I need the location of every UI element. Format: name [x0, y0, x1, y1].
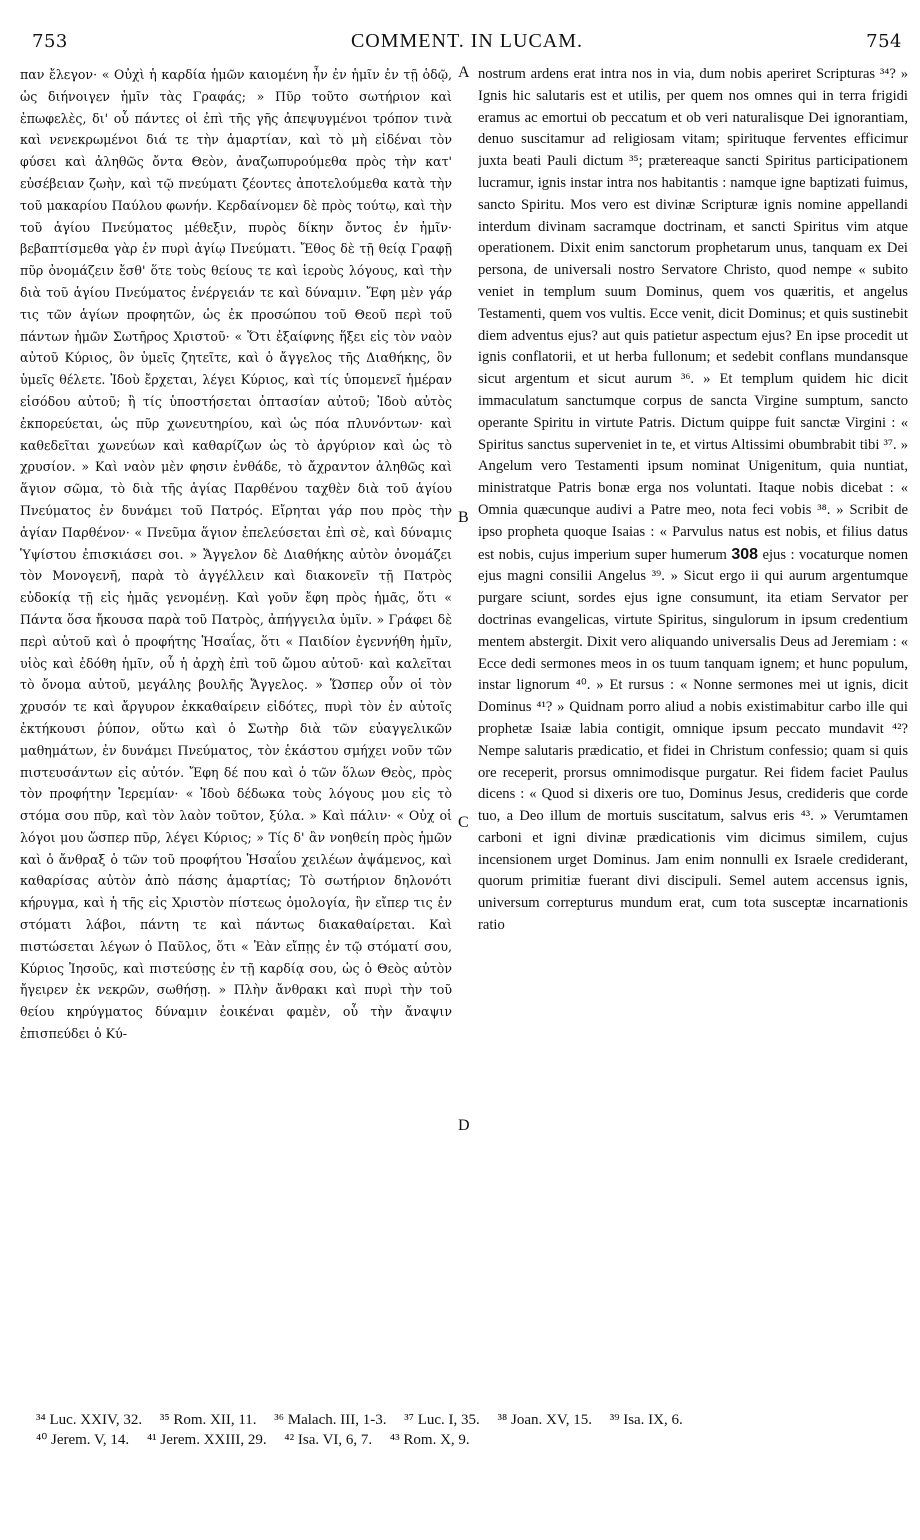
footnote: ⁴³ Rom. X, 9.: [389, 1432, 470, 1448]
migne-column-number: 308: [731, 545, 759, 563]
latin-text-part-1: nostrum ardens erat intra nos in via, dum nobis aperiret Scripturas ³⁴? » Ignis hic salutaris est et utilis, per quem nos omnes qui in terra frigidi eramus ac emortui ob peccatum et ob veri naturalisque Dei ignorantiam, denuo suscitamur ad religiosam vitam; spirituque ferventes efficimur juxta beati Pauli dictum ³⁵; prætereaque sancti Spiritus participationem lucramur, ignis instar intra nos habitantis : namque igne baptizati fuimus, sancto Spiritu. Mos vero est divinæ Scripturæ ignis nomine appellandi interdum divinam sacramque doctrinam, et sancti Spiritus vim atque operationem. Dixit enim sanctorum prophetarum unus, tanquam ex Dei persona, de universali nostro Servatore Christo, quod nempe « subito veniet in templum suum Dominus, quem vos quæritis, et angelus Testamenti, quem vos vultis. Ecce venit, dicit Dominus; et quis sustinebit diem adventus ejus? aut quis patietur aspectum ejus? En ipse procedit ut ignis conflatorii, et ut herba fullonum; et sedebit conflans mundansque sicut argentum et sicut aurum ³⁶. » Et templum quidem hic dicit immaculatum sanctumque corpus de sancta Virgine sumptum, sancto operante Spiritu in virtute Patris. Dictum quippe fuit sanctæ Virgini : « Spiritus sanctus superveniet in te, et virtus Altissimi obumbrabit tibi ³⁷. » Angelum vero Testamenti ipsum nominat Unigenitum, quia nuntiat, ministratque Patris bonæ erga nos voluntati. Itaque nobis dicebat : « Omnia quæcunque audivi a Patre meo, nota feci vobis ³⁸. » Scribit de ipso propheta quoque Isaias : « Parvulus natus est nobis, et filius datus est nobis, cujus imperium super humerum: [478, 66, 908, 563]
footnote-line-2: [36, 1430, 902, 1450]
footnote: ³⁶ Malach. III, 1-3.: [274, 1412, 387, 1428]
greek-paragraph: παν ἔλεγον· « Οὐχὶ ἡ καρδία ἡμῶν καιομένη ἦν ἐν ἡμῖν ἐν τῇ ὁδῷ, ὡς διήνοιγεν ἡμῖν τὰς Γραφάς; » Πῦρ τοῦτο σωτήριον καὶ ἐπωφελὲς, δι' οὗ πάντες οἱ ἐπὶ τῆς γῆς ἀπεψυγμένοι τρόπον τινὰ καὶ νενεκρωμένοι διά τε τὴν ἁμαρτίαν, καὶ τὸ μὴ εἰδέναι τὸν φύσει καὶ ἀληθῶς ὄντα Θεὸν, ἀναζωπυρούμεθα πρὸς τὴν κατ' εὐσέβειαν ζωὴν, καὶ τῷ πνεύματι ζέοντες ἀποτελούμεθα κατὰ τὴν τοῦ μακαρίου Παύλου φωνήν. Κερδαίνομεν δὲ πρὸς τούτῳ, καὶ τὴν τοῦ ἁγίου Πνεύματος μέθεξιν, πυρὸς δίκην ὄντος ἐν ἡμῖν· βεβαπτίσμεθα γὰρ ἐν πυρὶ ἁγίῳ Πνεύματι. Ἔθος δὲ τῇ θείᾳ Γραφῇ πῦρ ὀνομάζειν ἔσθ' ὅτε τοὺς θείους τε καὶ ἱεροὺς λόγους, καὶ τὴν διὰ τοῦ ἁγίου Πνεύματος ἐνέργειάν τε καὶ δύναμιν. Ἔφη μὲν γάρ τις τῶν ἁγίων προφητῶν, ὡς ἐκ προσώπου τοῦ Θεοῦ περὶ τοῦ πάντων ἡμῶν Σωτῆρος Χριστοῦ· « Ὅτι ἐξαίφνης ἥξει εἰς τὸν ναὸν αὐτοῦ Κύριος, ὃν ὑμεῖς ζητεῖτε, καὶ ὁ ἄγγελος τῆς Διαθήκης, ὃν ὑμεῖς θέλετε. Ἰδοὺ ἔρχεται, λέγει Κύριος, καὶ τίς ὑπομενεῖ ἡμέραν εἰσόδου αὐτοῦ; ἢ τίς ὑποστήσεται ὀπτασίαν αὐτοῦ; Ἰδοὺ αὐτὸς ἐκπορεύεται, ὡς πῦρ χωνευτηρίου, καὶ ὡς πόα πλυνόντων· καὶ καθεδεῖται χωνεύων καὶ καθαρίζων ὡς τὸ ἀργύριον καὶ ὡς τὸ χρυσίον. » Καὶ ναὸν μὲν φησιν ἐνθάδε, τὸ ἄχραντον ἀληθῶς καὶ ἅγιον σῶμα, τὸ διὰ τῆς ἁγίας Παρθένου ταχθὲν διὰ τοῦ ἁγίου Πνεύματος ἐν δυνάμει τοῦ Πατρός. Εἴρηται γάρ που πρὸς τὴν ἁγίαν Παρθένον· « Πνεῦμα ἅγιον ἐπελεύσεται ἐπὶ σὲ, καὶ δύναμις Ὑψίστου ἐπισκιάσει σοι. » Ἄγγελον δὲ Διαθήκης αὐτὸν ὀνομάζει τὸν Μονογενῆ, παρὰ τὸ ἀγγέλλειν καὶ διακονεῖν τῇ Πατρὸς εὐδοκίᾳ τῇ εἰς ἡμᾶς γενομένῃ. Καὶ γοῦν ἔφη πρὸς ἡμᾶς, ὅτι « Πάντα ὅσα ἤκουσα παρὰ τοῦ Πατρὸς, ἀπήγγειλα ὑμῖν. » Γράφει δὲ περὶ αὐτοῦ καὶ ὁ προφήτης Ἡσαΐας, ὅτι « Παιδίον ἐγεννήθη ἡμῖν, υἱὸς καὶ ἐδόθη ἡμῖν, οὗ ἡ ἀρχὴ ἐπὶ τοῦ ὤμου αὐτοῦ· καὶ καλεῖται τὸ ὄνομα αὐτοῦ, μεγάλης βουλῆς Ἄγγελος. » Ὥσπερ οὖν οἱ τὸν χρυσόν τε καὶ ἄργυρον ἐκκαθαίρειν εἰδότες, πυρὶ τὸν ἐν αὐτοῖς ἐκτήκουσι ῥύπον, οὕτω καὶ ὁ Σωτὴρ διὰ τῶν εὐαγγελικῶν μαθημάτων, ἐν δυνάμει Πνεύματος, τὸν ἑκάστου σμήχει νοῦν τῶν πιστευσάντων εἰς αὐτόν. Ἔφη δέ που καὶ ὁ τῶν ὅλων Θεὸς, πρὸς τὸν προφήτην Ἱερεμίαν· « Ἰδοὺ δέδωκα τοὺς λόγους μου εἰς τὸ στόμα σου πῦρ, καὶ τὸν λαὸν τοῦτον, ξύλα. » Καὶ πάλιν· « Οὐχ οἱ λόγοι μου ὥσπερ πῦρ, λέγει Κύριος; » Τίς δ' ἂν νοηθείη πρὸς ἡμῶν καὶ ὁ ἄνθραξ ὁ τῶν τοῦ προφήτου Ἡσαΐου χειλέων ἀψάμενος, καὶ καθαρίσας αὐτὸν ἀπὸ πάσης ἁμαρτίας; Τὸ σωτήριον δηλονότι κήρυγμα, καὶ ἡ τῆς εἰς Χριστὸν πίστεως ὁμολογία, ἣν εἴπερ τις ἐν στόματι λάβοι, πάντη τε καὶ πάντως διακαθαίρεται. Καὶ πιστώσεται λέγων ὁ Παῦλος, ὅτι « Ἐὰν εἴπῃς ἐν τῷ στόματί σου, Κύριος Ἰησοῦς, καὶ πιστεύσῃς ἐν τῇ καρδίᾳ σου, ὡς ὁ Θεὸς αὐτὸν ἤγειρεν ἐκ νεκρῶν, σωθήσῃ. » Πλὴν ἄνθρακι καὶ πυρὶ τὴν τοῦ θείου κηρύγματος δύναμιν ἐοικέναι φαμὲν, οὗ τὴν ἄναψιν ἐπισπεύδει ὁ Κύ-: [20, 67, 452, 1042]
footnote: ³⁴ Luc. XXIV, 32.: [36, 1412, 143, 1428]
footnotes: [36, 1410, 902, 1450]
footnote: ⁴⁰ Jerem. V, 14.: [36, 1432, 130, 1448]
greek-column: [20, 64, 452, 1399]
page-header: [32, 30, 902, 58]
margin-letter-d: D: [458, 1117, 470, 1134]
footnote: ³⁷ Luc. I, 35.: [404, 1412, 480, 1428]
footnote: ³⁹ Isa. IX, 6.: [609, 1412, 683, 1428]
footnote: ³⁸ Joan. XV, 15.: [497, 1412, 592, 1428]
running-title: COMMENT. IN LUCAM.: [350, 30, 584, 52]
margin-letter-c: C: [458, 814, 469, 831]
footnote-line-1: [36, 1410, 902, 1430]
latin-column: [478, 64, 908, 1399]
footnote: ⁴¹ Jerem. XXIII, 29.: [146, 1432, 267, 1448]
footnote: ³⁵ Rom. XII, 11.: [159, 1412, 257, 1428]
page-number-right: 754: [866, 31, 902, 52]
page-number-left: 753: [32, 31, 68, 52]
footnote: ⁴² Isa. VI, 6, 7.: [284, 1432, 373, 1448]
margin-letter-a: A: [458, 64, 470, 81]
two-column-body: [20, 64, 908, 1399]
latin-paragraph: [478, 64, 908, 937]
margin-section-letters: [456, 64, 474, 1399]
margin-letter-b: B: [458, 509, 469, 526]
latin-text-part-2: ejus : vocaturque nomen ejus magni consilii Angelus ³⁹. » Sicut ergo ii qui aurum argentumque purgare sciunt, sordes ejus igne consumunt, ita etiam Servator per doctrinas evangelicas, virtute Spiritus, singulorum in ipsum credentium mentem abstergit. Dixit vero aliquando universalis Deus ad Jeremiam : « Ecce dedi sermones meos in os tuum tanquam ignem; et hunc populum, instar lignorum ⁴⁰. » Et rursus : « Nonne sermones mei ut ignis, dicit Dominus ⁴¹? » Quidnam porro aliud a nobis existimabitur carbo ille qui prophetæ Isaiæ labia contigit, omnique ipsum peccato mundavit ⁴²? Nempe salutaris prædicatio, et fidei in Christum confessio; quam si quis ore receperit, prorsus omnimodisque purgatur. Rei fidem faciet Paulus dicens : « Quod si dixeris ore tuo, Dominus Jesus, credideris que corde tuo, a Deo illum de mortuis suscitatum, salvus eris ⁴³. » Verumtamen carboni et igni divinæ prædicationis vim dicimus similem, cujus incensionem urget Dominus. Jam enim nonnulli ex Israele crediderant, quorum primitiæ fuerant divi discipuli. Semel autem accensus ignis, universum correpturus mundum erat, cum tota susceptæ incarnationis ratio: [478, 546, 908, 934]
